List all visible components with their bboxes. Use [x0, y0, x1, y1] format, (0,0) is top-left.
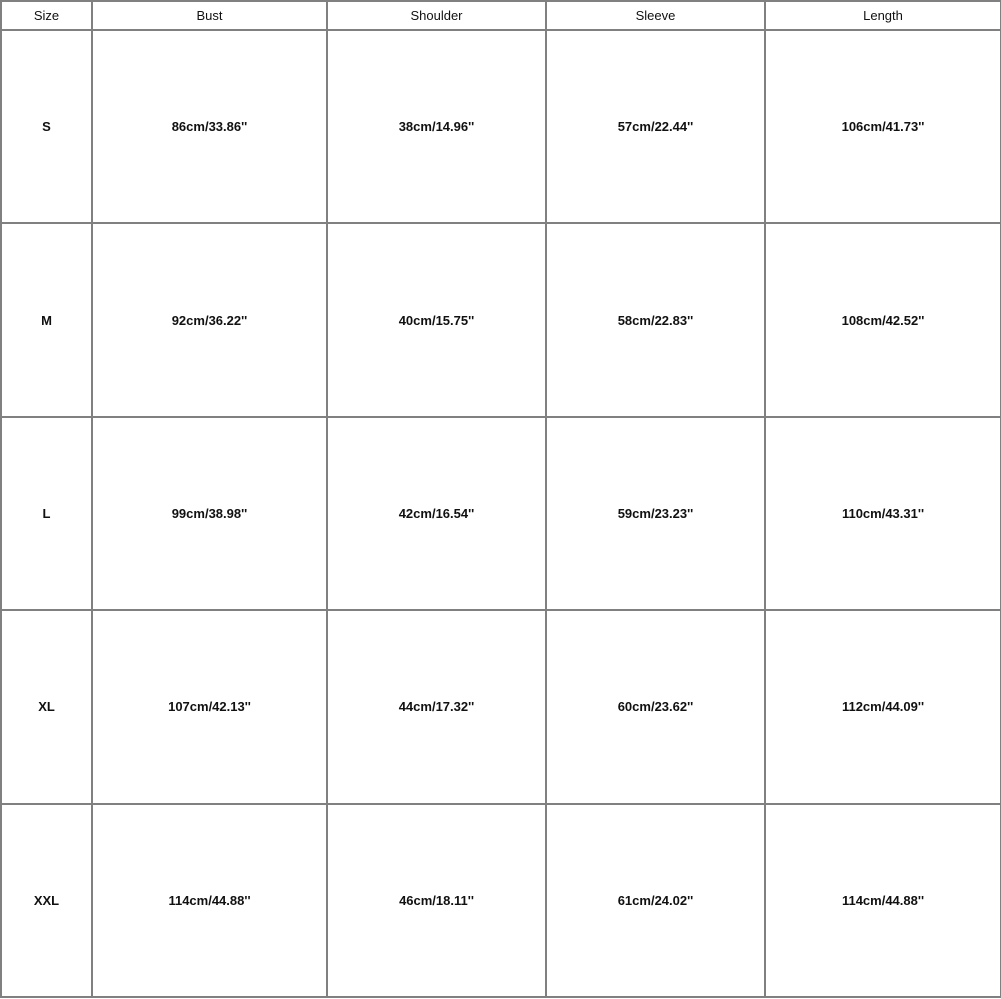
header-row: [1, 1, 1001, 30]
size-cell: XL: [1, 610, 92, 803]
sleeve-cell: 57cm/22.44'': [546, 30, 765, 223]
header-bust: Bust: [92, 1, 327, 30]
size-cell: S: [1, 30, 92, 223]
length-cell: 106cm/41.73'': [765, 30, 1001, 223]
length-cell: 114cm/44.88'': [765, 804, 1001, 997]
bust-cell: 99cm/38.98'': [92, 417, 327, 610]
header-length: Length: [765, 1, 1001, 30]
length-cell: 110cm/43.31'': [765, 417, 1001, 610]
header-sleeve: Sleeve: [546, 1, 765, 30]
table-row: [1, 223, 1001, 416]
bust-cell: 92cm/36.22'': [92, 223, 327, 416]
shoulder-cell: 44cm/17.32'': [327, 610, 546, 803]
bust-cell: 114cm/44.88'': [92, 804, 327, 997]
shoulder-cell: 46cm/18.11'': [327, 804, 546, 997]
size-cell: XXL: [1, 804, 92, 997]
length-cell: 108cm/42.52'': [765, 223, 1001, 416]
header-size: Size: [1, 1, 92, 30]
length-cell: 112cm/44.09'': [765, 610, 1001, 803]
table-row: [1, 30, 1001, 223]
bust-cell: 107cm/42.13'': [92, 610, 327, 803]
bust-cell: 86cm/33.86'': [92, 30, 327, 223]
sleeve-cell: 60cm/23.62'': [546, 610, 765, 803]
size-cell: L: [1, 417, 92, 610]
shoulder-cell: 40cm/15.75'': [327, 223, 546, 416]
table-header: [1, 1, 1001, 30]
table-row: [1, 804, 1001, 997]
table-row: [1, 417, 1001, 610]
sleeve-cell: 61cm/24.02'': [546, 804, 765, 997]
sleeve-cell: 58cm/22.83'': [546, 223, 765, 416]
table-row: [1, 610, 1001, 803]
shoulder-cell: 42cm/16.54'': [327, 417, 546, 610]
size-cell: M: [1, 223, 92, 416]
header-shoulder: Shoulder: [327, 1, 546, 30]
table-body: [1, 30, 1001, 997]
shoulder-cell: 38cm/14.96'': [327, 30, 546, 223]
sleeve-cell: 59cm/23.23'': [546, 417, 765, 610]
